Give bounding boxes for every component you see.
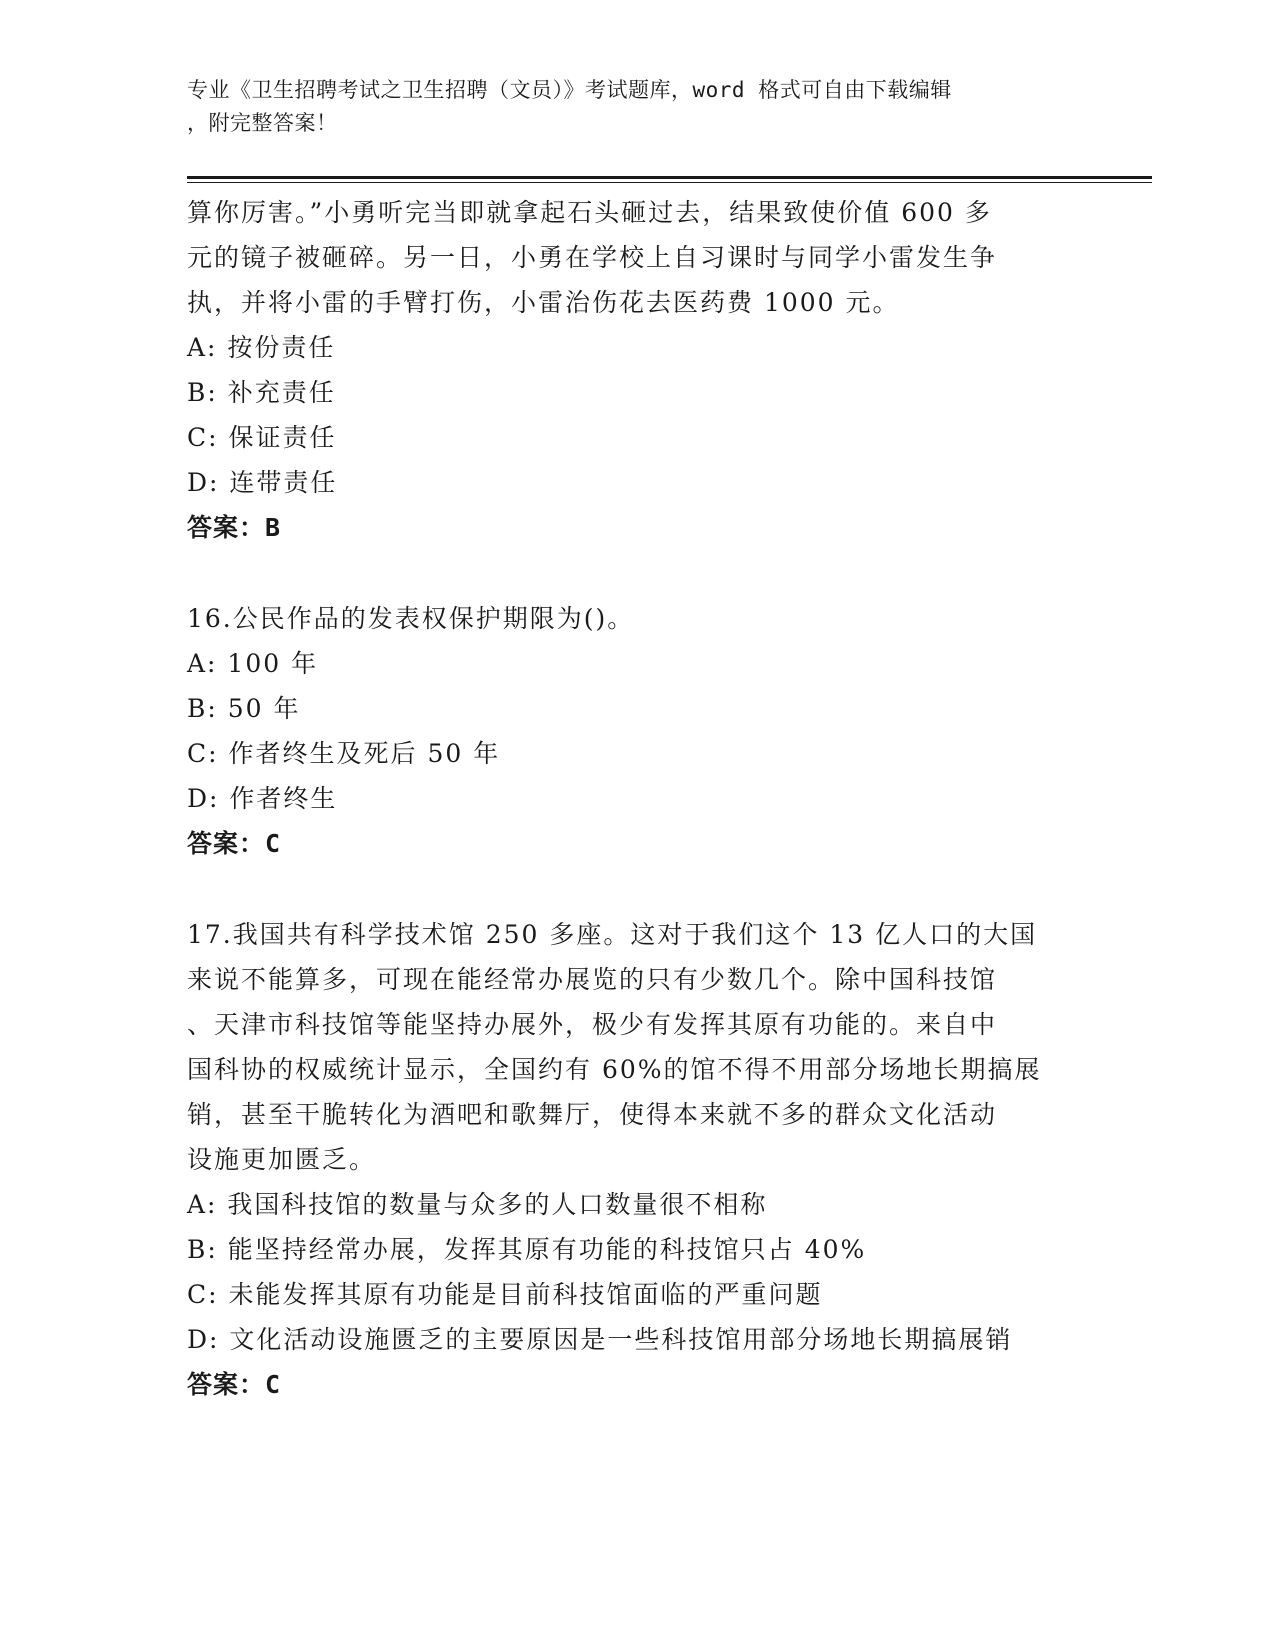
question-17-text-line: 来说不能算多，可现在能经常办展览的只有少数几个。除中国科技馆 bbox=[187, 965, 998, 994]
question-17-text-line: 、天津市科技馆等能坚持办展外，极少有发挥其原有功能的。来自中 bbox=[187, 1010, 998, 1039]
question-16-option-a: A: 100 年 bbox=[187, 649, 319, 678]
spacer bbox=[187, 866, 1087, 912]
question-17-text-line: 销，甚至干脆转化为酒吧和歌舞厅，使得本来就不多的群众文化活动 bbox=[187, 1100, 998, 1129]
question-15-option-b: B: 补充责任 bbox=[187, 378, 336, 407]
question-15-answer: 答案：B bbox=[187, 513, 282, 542]
question-16-text-line: 16.公民作品的发表权保护期限为()。 bbox=[187, 604, 635, 633]
question-content bbox=[187, 190, 1087, 1407]
question-16-option-b: B: 50 年 bbox=[187, 694, 301, 723]
question-15-option-d: D: 连带责任 bbox=[187, 468, 338, 497]
question-15 bbox=[187, 190, 1087, 550]
question-15-text-line: 元的镜子被砸碎。另一日，小勇在学校上自习课时与同学小雷发生争 bbox=[187, 243, 998, 272]
header-line-1: 专业《卫生招聘考试之卫生招聘（文员）》考试题库，word 格式可自由下载编辑 bbox=[187, 78, 952, 102]
question-17 bbox=[187, 912, 1087, 1407]
question-15-option-c: C: 保证责任 bbox=[187, 423, 337, 452]
question-16-option-c: C: 作者终生及死后 50 年 bbox=[187, 739, 501, 768]
question-17-option-c: C: 未能发挥其原有功能是目前科技馆面临的严重问题 bbox=[187, 1280, 823, 1309]
question-16-answer: 答案：C bbox=[187, 829, 282, 858]
question-17-option-a: A: 我国科技馆的数量与众多的人口数量很不相称 bbox=[187, 1190, 768, 1219]
question-16 bbox=[187, 596, 1087, 866]
header-line-2: ，附完整答案！ bbox=[187, 111, 338, 135]
question-16-option-d: D: 作者终生 bbox=[187, 784, 338, 813]
header-divider-thick bbox=[187, 176, 1152, 179]
spacer bbox=[187, 550, 1087, 596]
question-17-text-line: 国科协的权威统计显示，全国约有 60%的馆不得不用部分场地长期搞展 bbox=[187, 1055, 1042, 1084]
document-header bbox=[187, 74, 1067, 140]
question-17-option-d: D: 文化活动设施匮乏的主要原因是一些科技馆用部分场地长期搞展销 bbox=[187, 1325, 1013, 1354]
question-15-option-a: A: 按份责任 bbox=[187, 333, 336, 362]
question-15-text-line: 算你厉害。”小勇听完当即就拿起石头砸过去，结果致使价值 600 多 bbox=[187, 198, 992, 227]
question-15-text-line: 执，并将小雷的手臂打伤，小雷治伤花去医药费 1000 元。 bbox=[187, 288, 900, 317]
question-17-text-line: 17.我国共有科学技术馆 250 多座。这对于我们这个 13 亿人口的大国 bbox=[187, 920, 1038, 949]
question-17-answer: 答案：C bbox=[187, 1370, 282, 1399]
question-17-option-b: B: 能坚持经常办展，发挥其原有功能的科技馆只占 40% bbox=[187, 1235, 867, 1264]
question-17-text-line: 设施更加匮乏。 bbox=[187, 1145, 377, 1174]
header-divider-thin bbox=[187, 182, 1152, 183]
